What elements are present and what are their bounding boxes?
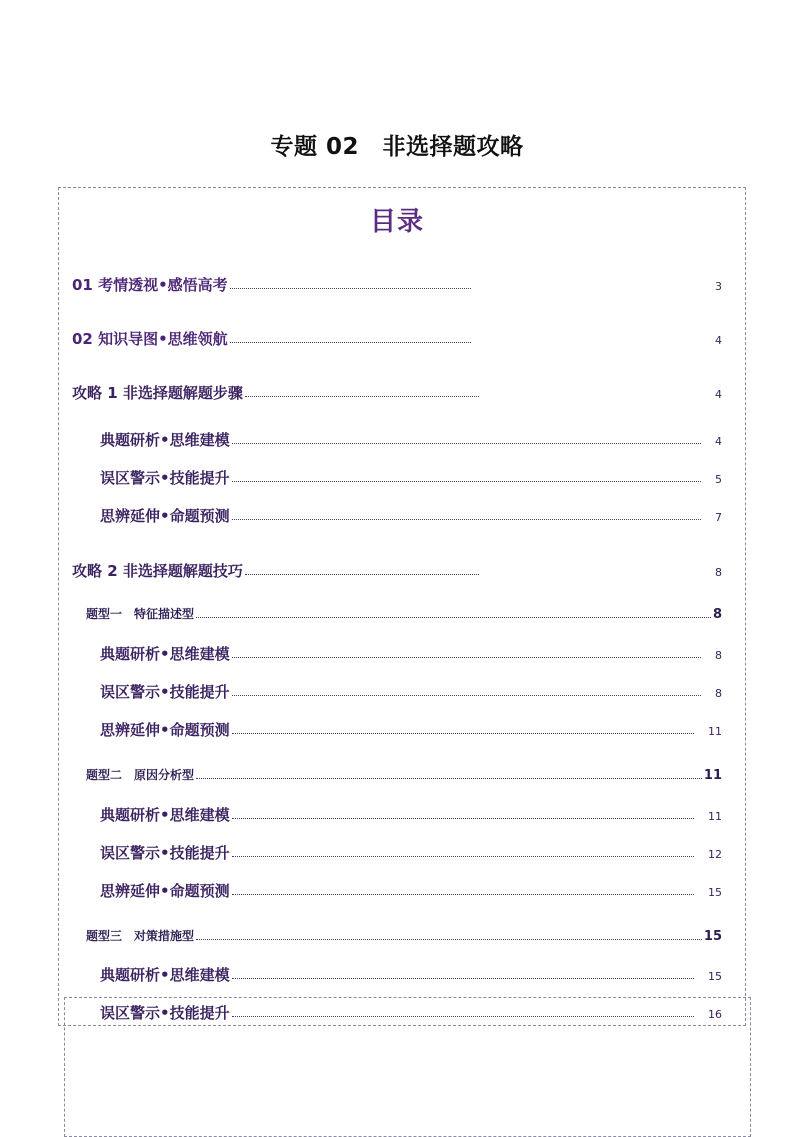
dot-leader	[232, 818, 694, 819]
toc-entry[interactable]	[100, 842, 722, 863]
toc-entry-page: 8	[715, 566, 723, 579]
toc-entry[interactable]	[100, 719, 722, 740]
toc-entry-page: 15	[708, 886, 722, 899]
toc-entry-label: 误区警示•技能提升	[100, 469, 230, 487]
dot-leader	[230, 288, 472, 289]
toc-entry[interactable]	[100, 505, 722, 526]
dot-leader	[232, 657, 701, 658]
dot-leader	[232, 733, 694, 734]
toc-entry-page: 11	[708, 725, 722, 738]
toc-entry[interactable]	[72, 560, 722, 581]
dot-leader	[232, 856, 694, 857]
toc-entry[interactable]	[100, 643, 722, 664]
toc-entry[interactable]	[86, 605, 722, 622]
toc-entry-page: 8	[715, 649, 722, 662]
toc-entry-page: 4	[715, 388, 723, 401]
toc-entry-label: 攻略 2 非选择题解题技巧	[72, 562, 243, 580]
toc-entry-page: 15	[703, 929, 722, 944]
toc-entry[interactable]	[100, 467, 722, 488]
dot-leader	[232, 894, 694, 895]
toc-entry[interactable]	[100, 681, 722, 702]
toc-entry-label: 误区警示•技能提升	[100, 844, 230, 862]
toc-entry-label: 思辨延伸•命题预测	[100, 721, 230, 739]
toc-entry-label: 攻略 1 非选择题解题步骤	[72, 384, 243, 402]
toc-entry-label: 典题研析•思维建模	[100, 966, 230, 984]
dot-leader	[245, 574, 479, 575]
toc-entry[interactable]	[100, 429, 722, 450]
toc-entry-label: 典题研析•思维建模	[100, 431, 230, 449]
toc-entry-page: 8	[712, 607, 722, 622]
toc-entry[interactable]	[100, 964, 722, 985]
dot-leader	[245, 396, 479, 397]
toc-entry[interactable]	[72, 328, 722, 349]
toc-entry-label: 误区警示•技能提升	[100, 683, 230, 701]
toc-entry-label: 思辨延伸•命题预测	[100, 882, 230, 900]
page-title: 专题 02 非选择题攻略	[270, 134, 524, 160]
toc-entry[interactable]	[86, 927, 722, 944]
toc-entry-label: 01 考情透视•感悟高考	[72, 276, 228, 294]
toc-entry-label: 题型二 原因分析型	[86, 768, 195, 782]
toc-entry-label: 误区警示•技能提升	[100, 1004, 230, 1022]
toc-entry-label: 02 知识导图•思维领航	[72, 330, 228, 348]
toc-entry-page: 4	[715, 435, 722, 448]
toc-entry[interactable]	[100, 804, 722, 825]
toc-entry-label: 题型一 特征描述型	[86, 607, 195, 621]
toc-entry-label: 题型三 对策措施型	[86, 929, 195, 943]
dot-leader	[232, 443, 701, 444]
toc-entry-label: 思辨延伸•命题预测	[100, 507, 230, 525]
toc-entry-page: 12	[708, 848, 722, 861]
toc-entry[interactable]	[72, 382, 722, 403]
toc-entry[interactable]	[100, 880, 722, 901]
dot-leader	[196, 617, 711, 618]
toc-entry[interactable]	[100, 1002, 722, 1023]
dot-leader	[232, 695, 701, 696]
dot-leader	[232, 481, 701, 482]
dot-leader	[232, 1016, 694, 1017]
dot-leader	[230, 342, 472, 343]
toc-heading: 目录	[369, 207, 424, 237]
toc-entry-page: 3	[715, 280, 722, 293]
dot-leader	[196, 939, 702, 940]
toc-entry-page: 11	[708, 810, 722, 823]
toc-entry-page: 11	[703, 768, 722, 783]
toc-entry-label: 典题研析•思维建模	[100, 645, 230, 663]
dot-leader	[232, 519, 701, 520]
toc-entry-page: 15	[708, 970, 722, 983]
toc-entry[interactable]	[86, 766, 722, 783]
dot-leader	[196, 778, 702, 779]
toc-entry-label: 典题研析•思维建模	[100, 806, 230, 824]
dot-leader	[232, 978, 694, 979]
toc-entry-page: 16	[708, 1008, 722, 1021]
toc-entry-page: 5	[715, 473, 722, 486]
toc-entry-page: 4	[715, 334, 722, 347]
toc-entry[interactable]	[72, 274, 722, 295]
toc-entry-page: 7	[715, 511, 722, 524]
toc-entry-page: 8	[715, 687, 722, 700]
